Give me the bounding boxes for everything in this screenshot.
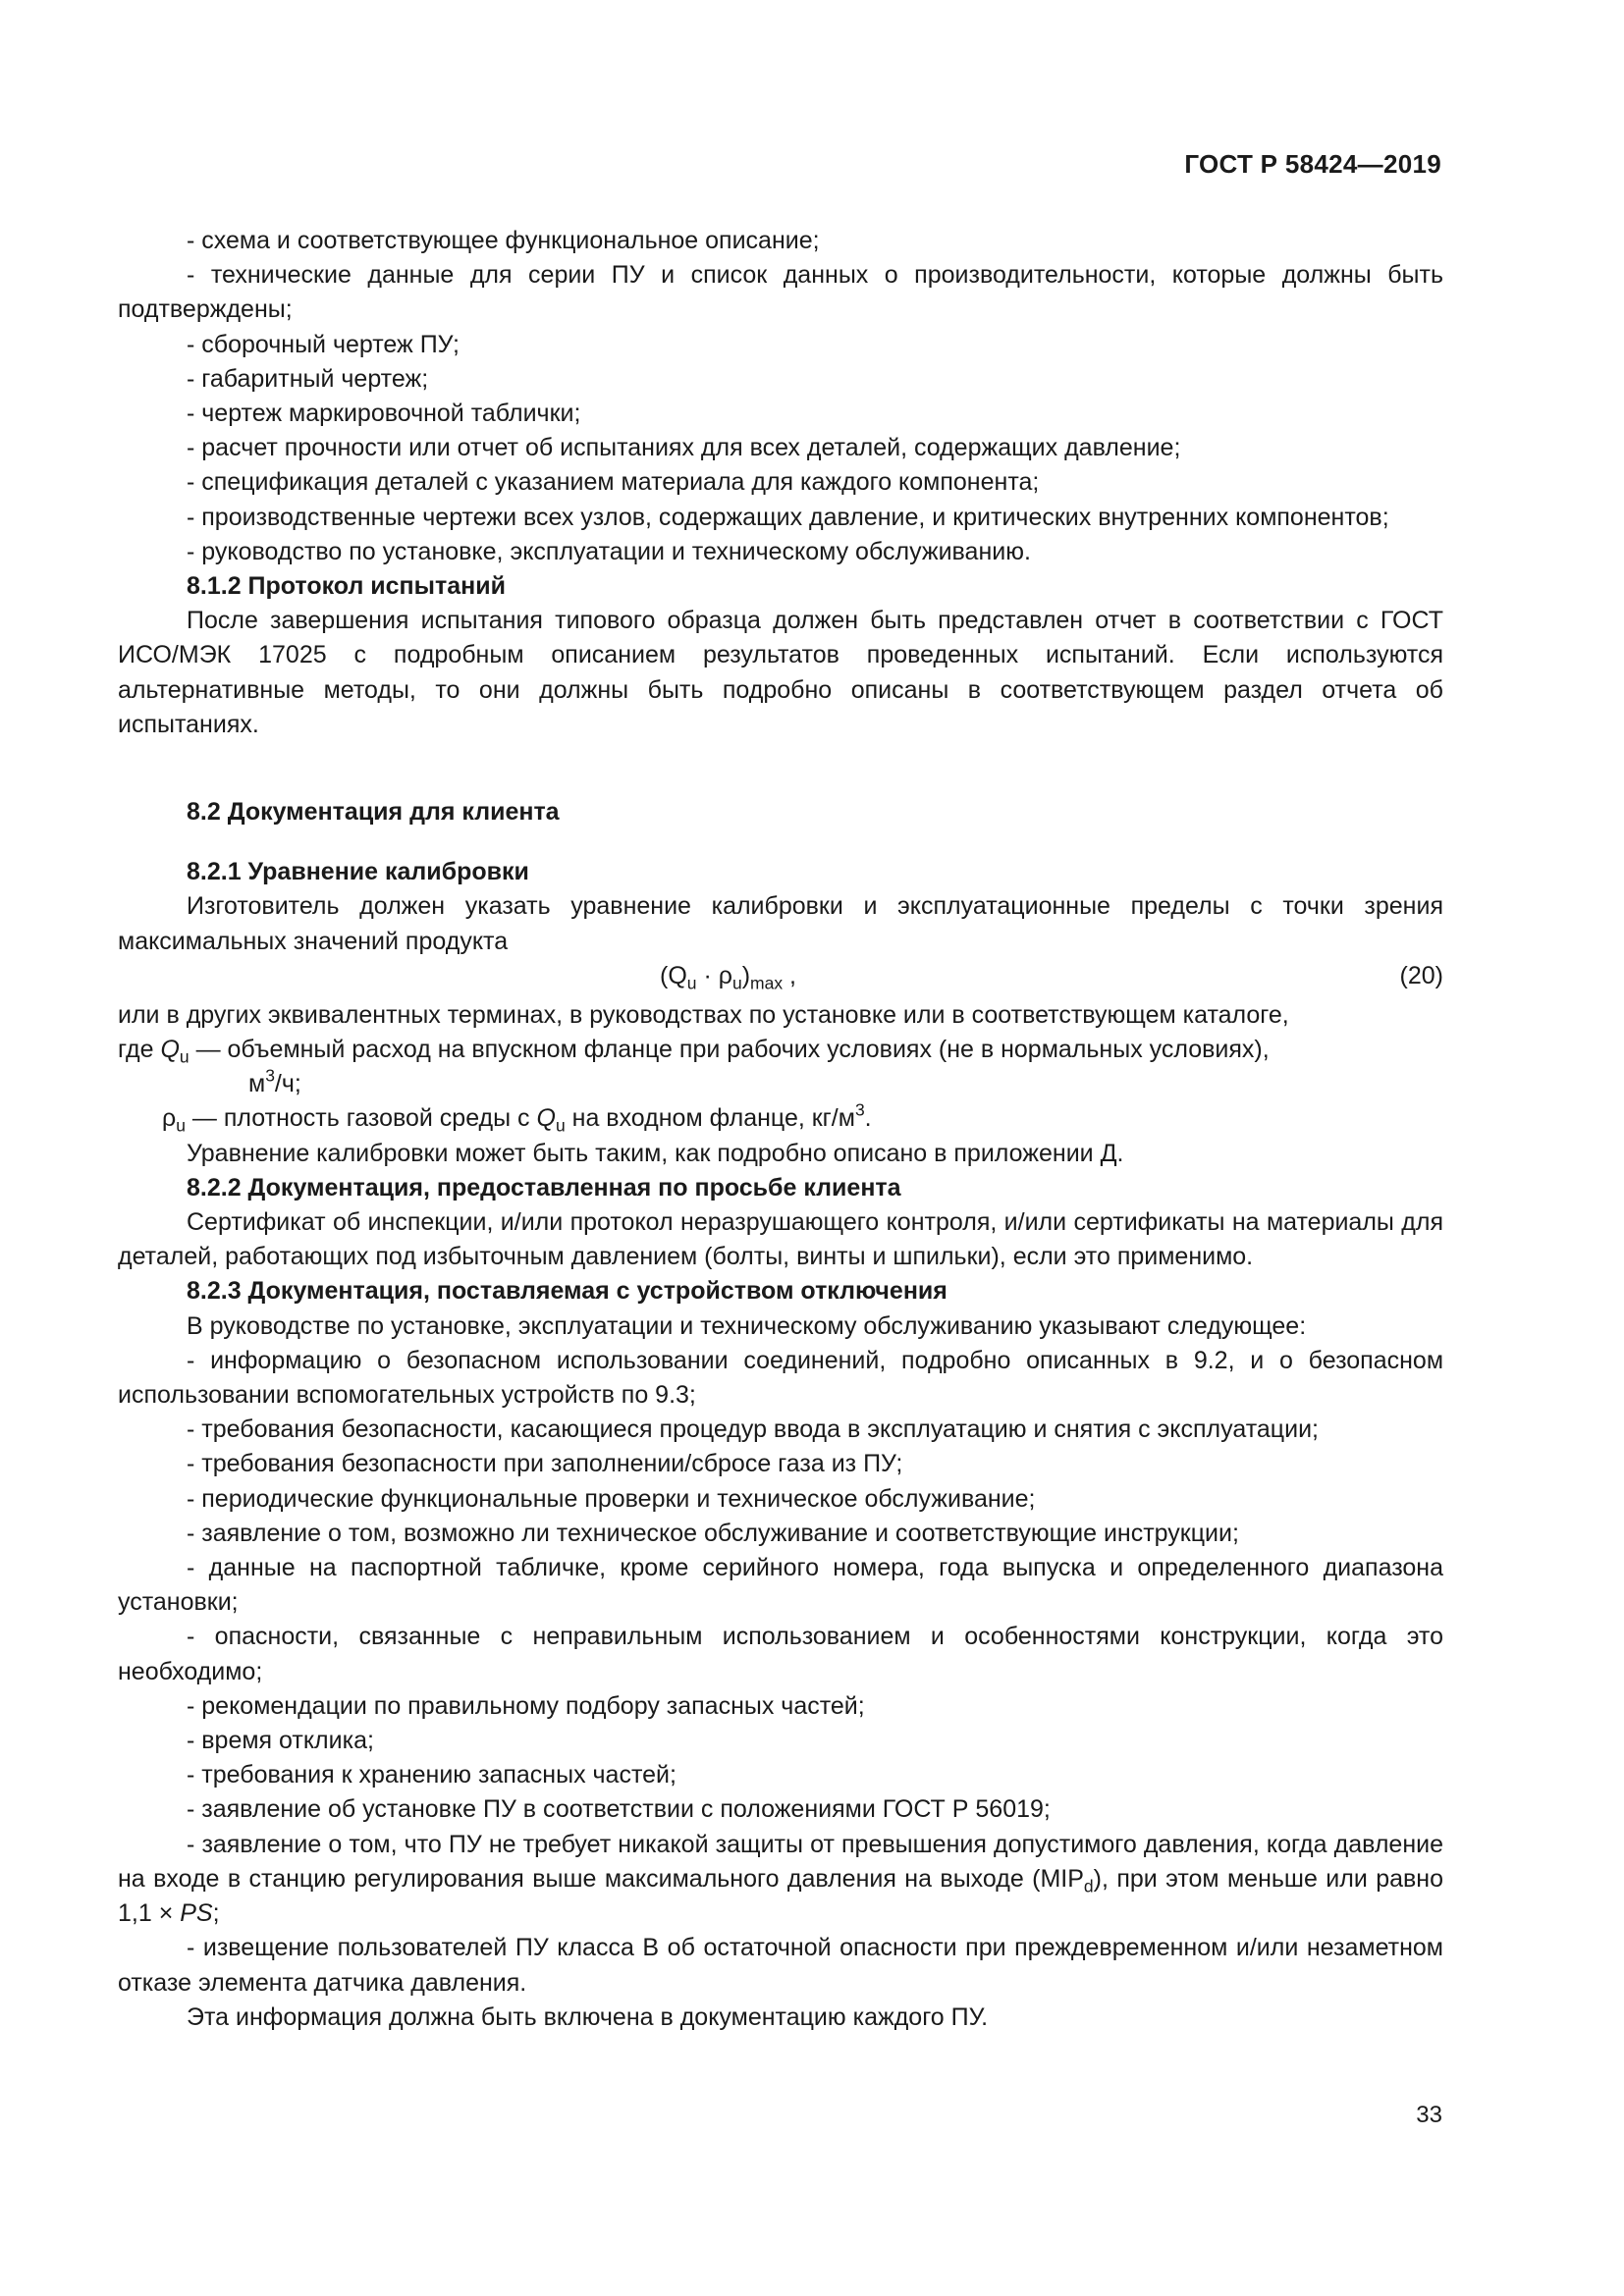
list-item-mip: - заявление о том, что ПУ не требует никакой защиты от превышения допустимого давления, когда давление на входе в станцию регулирования выше максимального давления на выходе $(MIP_d)$, при этом меньше или равно 1,1 × PS; (118, 1830, 1443, 1928)
list-item: - требования к хранению запасных частей; (187, 1761, 677, 1789)
definition-rho: $\rho_u$ — плотность газовой среды с $Q_u$ на входном фланце, $кг/м^3$. (162, 1099, 872, 1136)
list-item: - требования безопасности, касающиеся процедур ввода в эксплуатацию и снятия с эксплуатации; (187, 1415, 1319, 1444)
list-item: - расчет прочности или отчет об испытаниях для всех деталей, содержащих давление; (187, 434, 1181, 462)
list-item: - данные на паспортной табличке, кроме серийного номера, года выпуска и определенного диапазона установки; (118, 1554, 1443, 1617)
formula-expression: $(Q_u \cdot \rho_u)_{max}$ , (660, 961, 796, 993)
list-item: - руководство по установке, эксплуатации и техническому обслуживанию. (187, 537, 1031, 565)
heading-8-1-2: 8.1.2 Протокол испытаний (187, 572, 506, 601)
heading-8-2-1: 8.2.1 Уравнение калибровки (187, 858, 529, 886)
list-item: - производственные чертежи всех узлов, содержащих давление, и критических внутренних компонентов; (187, 503, 1389, 531)
section-8-1-content (118, 224, 1443, 742)
list-item: - извещение пользователей ПУ класса В об остаточной опасности при преждевременном и/или незаметном отказе элемента датчика давления. (118, 1934, 1443, 1997)
definition-q-unit: $м^3/ч$; (248, 1065, 301, 1098)
paragraph-closing: Эта информация должна быть включена в документацию каждого ПУ. (187, 2002, 989, 2031)
list-item: - заявление об установке ПУ в соответствии с положениями ГОСТ Р 56019; (187, 1795, 1051, 1824)
definition-q: где $Q_u$ — объемный расход на впускном фланце при рабочих условиях (не в нормальных условиях), (118, 1036, 1270, 1067)
section-8-2-content (118, 795, 1443, 2035)
list-item: - время отклика; (187, 1727, 374, 1755)
paragraph-8-1-2: После завершения испытания типового образца должен быть представлен отчет в соответствии с ГОСТ ИСО/МЭК 17025 с подробным описанием результатов проведенных испытаний. Если используются альтернативные методы, то они должны быть подробно описаны в соответствующем раздел отчета об испытаниях. (118, 607, 1443, 738)
list-item: - периодические функциональные проверки и техническое обслуживание; (187, 1484, 1036, 1513)
document-code-header: ГОСТ Р 58424—2019 (1184, 149, 1441, 179)
list-item: - информацию о безопасном использовании соединений, подробно описанных в 9.2, и о безопасном использовании вспомогательных устройств по 9.3; (118, 1346, 1443, 1410)
heading-8-2-2: 8.2.2 Документация, предоставленная по просьбе клиента (187, 1173, 901, 1201)
list-item: - схема и соответствующее функциональное описание; (187, 227, 820, 254)
list-item: - рекомендации по правильному подбору запасных частей; (187, 1691, 865, 1720)
list-item: - габаритный чертеж; (187, 364, 429, 393)
paragraph-8-2-2: Сертификат об инспекции, и/или протокол неразрушающего контроля, и/или сертификаты на материалы для деталей, работающих под избыточным давлением (болты, винты и шпильки), если это применимо. (118, 1208, 1443, 1271)
page-number: 33 (1416, 2102, 1442, 2128)
list-item: - опасности, связанные с неправильным использованием и особенностями конструкции, когда это необходимо; (118, 1623, 1443, 1685)
heading-8-2-3: 8.2.3 Документация, поставляемая с устройством отключения (187, 1277, 947, 1306)
paragraph-8-2-1-after: или в других эквивалентных терминах, в руководствах по установке или в соответствующем каталоге, (118, 1000, 1289, 1029)
paragraph-8-2-1-note: Уравнение калибровки может быть таким, как подробно описано в приложении Д. (187, 1139, 1124, 1167)
formula-20 (118, 959, 1443, 998)
list-item: - спецификация деталей с указанием материала для каждого компонента; (187, 468, 1040, 497)
formula-number: (20) (1399, 961, 1443, 989)
list-item: - технические данные для серии ПУ и список данных о производительности, которые должны быть подтверждены; (118, 261, 1443, 324)
list-item: - сборочный чертеж ПУ; (187, 330, 460, 358)
heading-8-2: 8.2 Документация для клиента (187, 798, 560, 826)
paragraph-8-2-1-intro: Изготовитель должен указать уравнение калибровки и эксплуатационные пределы с точки зрения максимальных значений продукта (118, 892, 1443, 955)
paragraph-8-2-3-intro: В руководстве по установке, эксплуатации и техническому обслуживанию указывают следующее: (187, 1311, 1307, 1340)
list-item: - чертеж маркировочной таблички; (187, 400, 581, 428)
list-item: - требования безопасности при заполнении/сбросе газа из ПУ; (187, 1450, 903, 1478)
list-item: - заявление о том, возможно ли техническое обслуживание и соответствующие инструкции; (187, 1519, 1239, 1547)
